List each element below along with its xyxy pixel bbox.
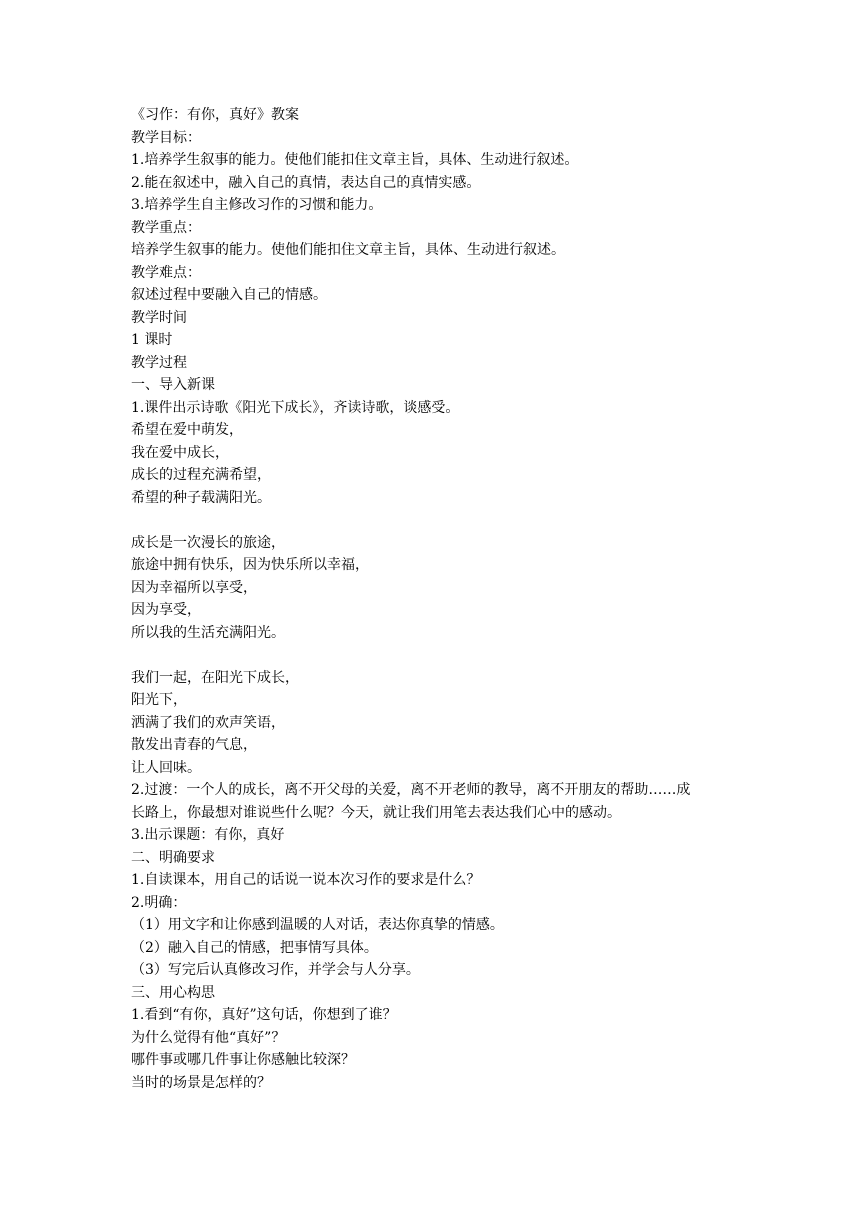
intro-step-2: 2.过渡：一个人的成长，离不开父母的关爱，离不开老师的教导，离不开朋友的帮助……成 — [131, 782, 691, 798]
document-title: 《习作：有你，真好》教案 — [131, 107, 299, 123]
poem-line: 希望的种子载满阳光。 — [131, 489, 271, 506]
poem-line: 旅途中拥有快乐，因为快乐所以幸福， — [131, 557, 369, 573]
goal-item-2: 2.能在叙述中，融入自己的真情，表达自己的真情实感。 — [131, 174, 481, 191]
poem-line: 成长的过程充满希望， — [131, 467, 271, 483]
intro-step-2-continued: 长路上，你最想对谁说些什么呢？今天，就让我们用笔去表达我们心中的感动。 — [131, 804, 621, 821]
section-heading-intro: 一、导入新课 — [131, 377, 215, 393]
poem-line: 洒满了我们的欢声笑语， — [131, 714, 285, 731]
requirement-item-3: （3）写完后认真修改习作，并学会与人分享。 — [131, 962, 420, 978]
teaching-time-value: 1 课时 — [131, 332, 173, 348]
poem-line: 所以我的生活充满阳光。 — [131, 624, 285, 641]
heading-key-points: 教学重点： — [131, 219, 201, 236]
conception-question: 1.看到“有你，真好”这句话，你想到了谁？ — [131, 1007, 397, 1023]
heading-teaching-time: 教学时间 — [131, 309, 187, 326]
requirement-item-1: （1）用文字和让你感到温暖的人对话，表达你真挚的情感。 — [131, 917, 504, 933]
requirement-item-2: （2）融入自己的情感，把事情写具体。 — [131, 939, 378, 956]
intro-step-3: 3.出示课题：有你，真好 — [131, 827, 285, 843]
section-heading-conception: 三、用心构思 — [131, 984, 215, 1001]
conception-question: 哪件事或哪几件事让你感触比较深？ — [131, 1052, 355, 1068]
conception-question: 为什么觉得有他“真好”？ — [131, 1029, 286, 1046]
poem-line: 因为享受， — [131, 602, 201, 618]
poem-line: 因为幸福所以享受， — [131, 579, 257, 596]
intro-step-1: 1.课件出示诗歌《阳光下成长》，齐读诗歌，谈感受。 — [131, 399, 460, 416]
goal-item-1: 1.培养学生叙事的能力。使他们能扣住文章主旨，具体、生动进行叙述。 — [131, 152, 579, 168]
poem-line: 阳光下， — [131, 692, 187, 708]
requirement-step-2: 2.明确： — [131, 894, 187, 911]
poem-line: 希望在爱中萌发， — [131, 422, 243, 438]
poem-line: 散发出青春的气息， — [131, 737, 257, 753]
stanza-break — [131, 509, 741, 532]
poem-line: 让人回味。 — [131, 759, 201, 776]
difficulty-text: 叙述过程中要融入自己的情感。 — [131, 287, 327, 303]
heading-teaching-goals: 教学目标： — [131, 129, 201, 146]
poem-line: 成长是一次漫长的旅途， — [131, 534, 285, 551]
conception-question: 当时的场景是怎样的？ — [131, 1074, 271, 1091]
key-point-text: 培养学生叙事的能力。使他们能扣住文章主旨，具体、生动进行叙述。 — [131, 242, 565, 258]
poem-line: 我在爱中成长， — [131, 444, 229, 461]
requirement-step-1: 1.自读课本，用自己的话说一说本次习作的要求是什么？ — [131, 872, 481, 888]
heading-teaching-process: 教学过程 — [131, 354, 187, 371]
section-heading-requirements: 二、明确要求 — [131, 849, 215, 866]
goal-item-3: 3.培养学生自主修改习作的习惯和能力。 — [131, 197, 383, 213]
stanza-break — [131, 644, 741, 667]
document-page — [131, 104, 741, 1094]
heading-difficulties: 教学难点： — [131, 264, 201, 281]
poem-line: 我们一起，在阳光下成长， — [131, 669, 299, 686]
